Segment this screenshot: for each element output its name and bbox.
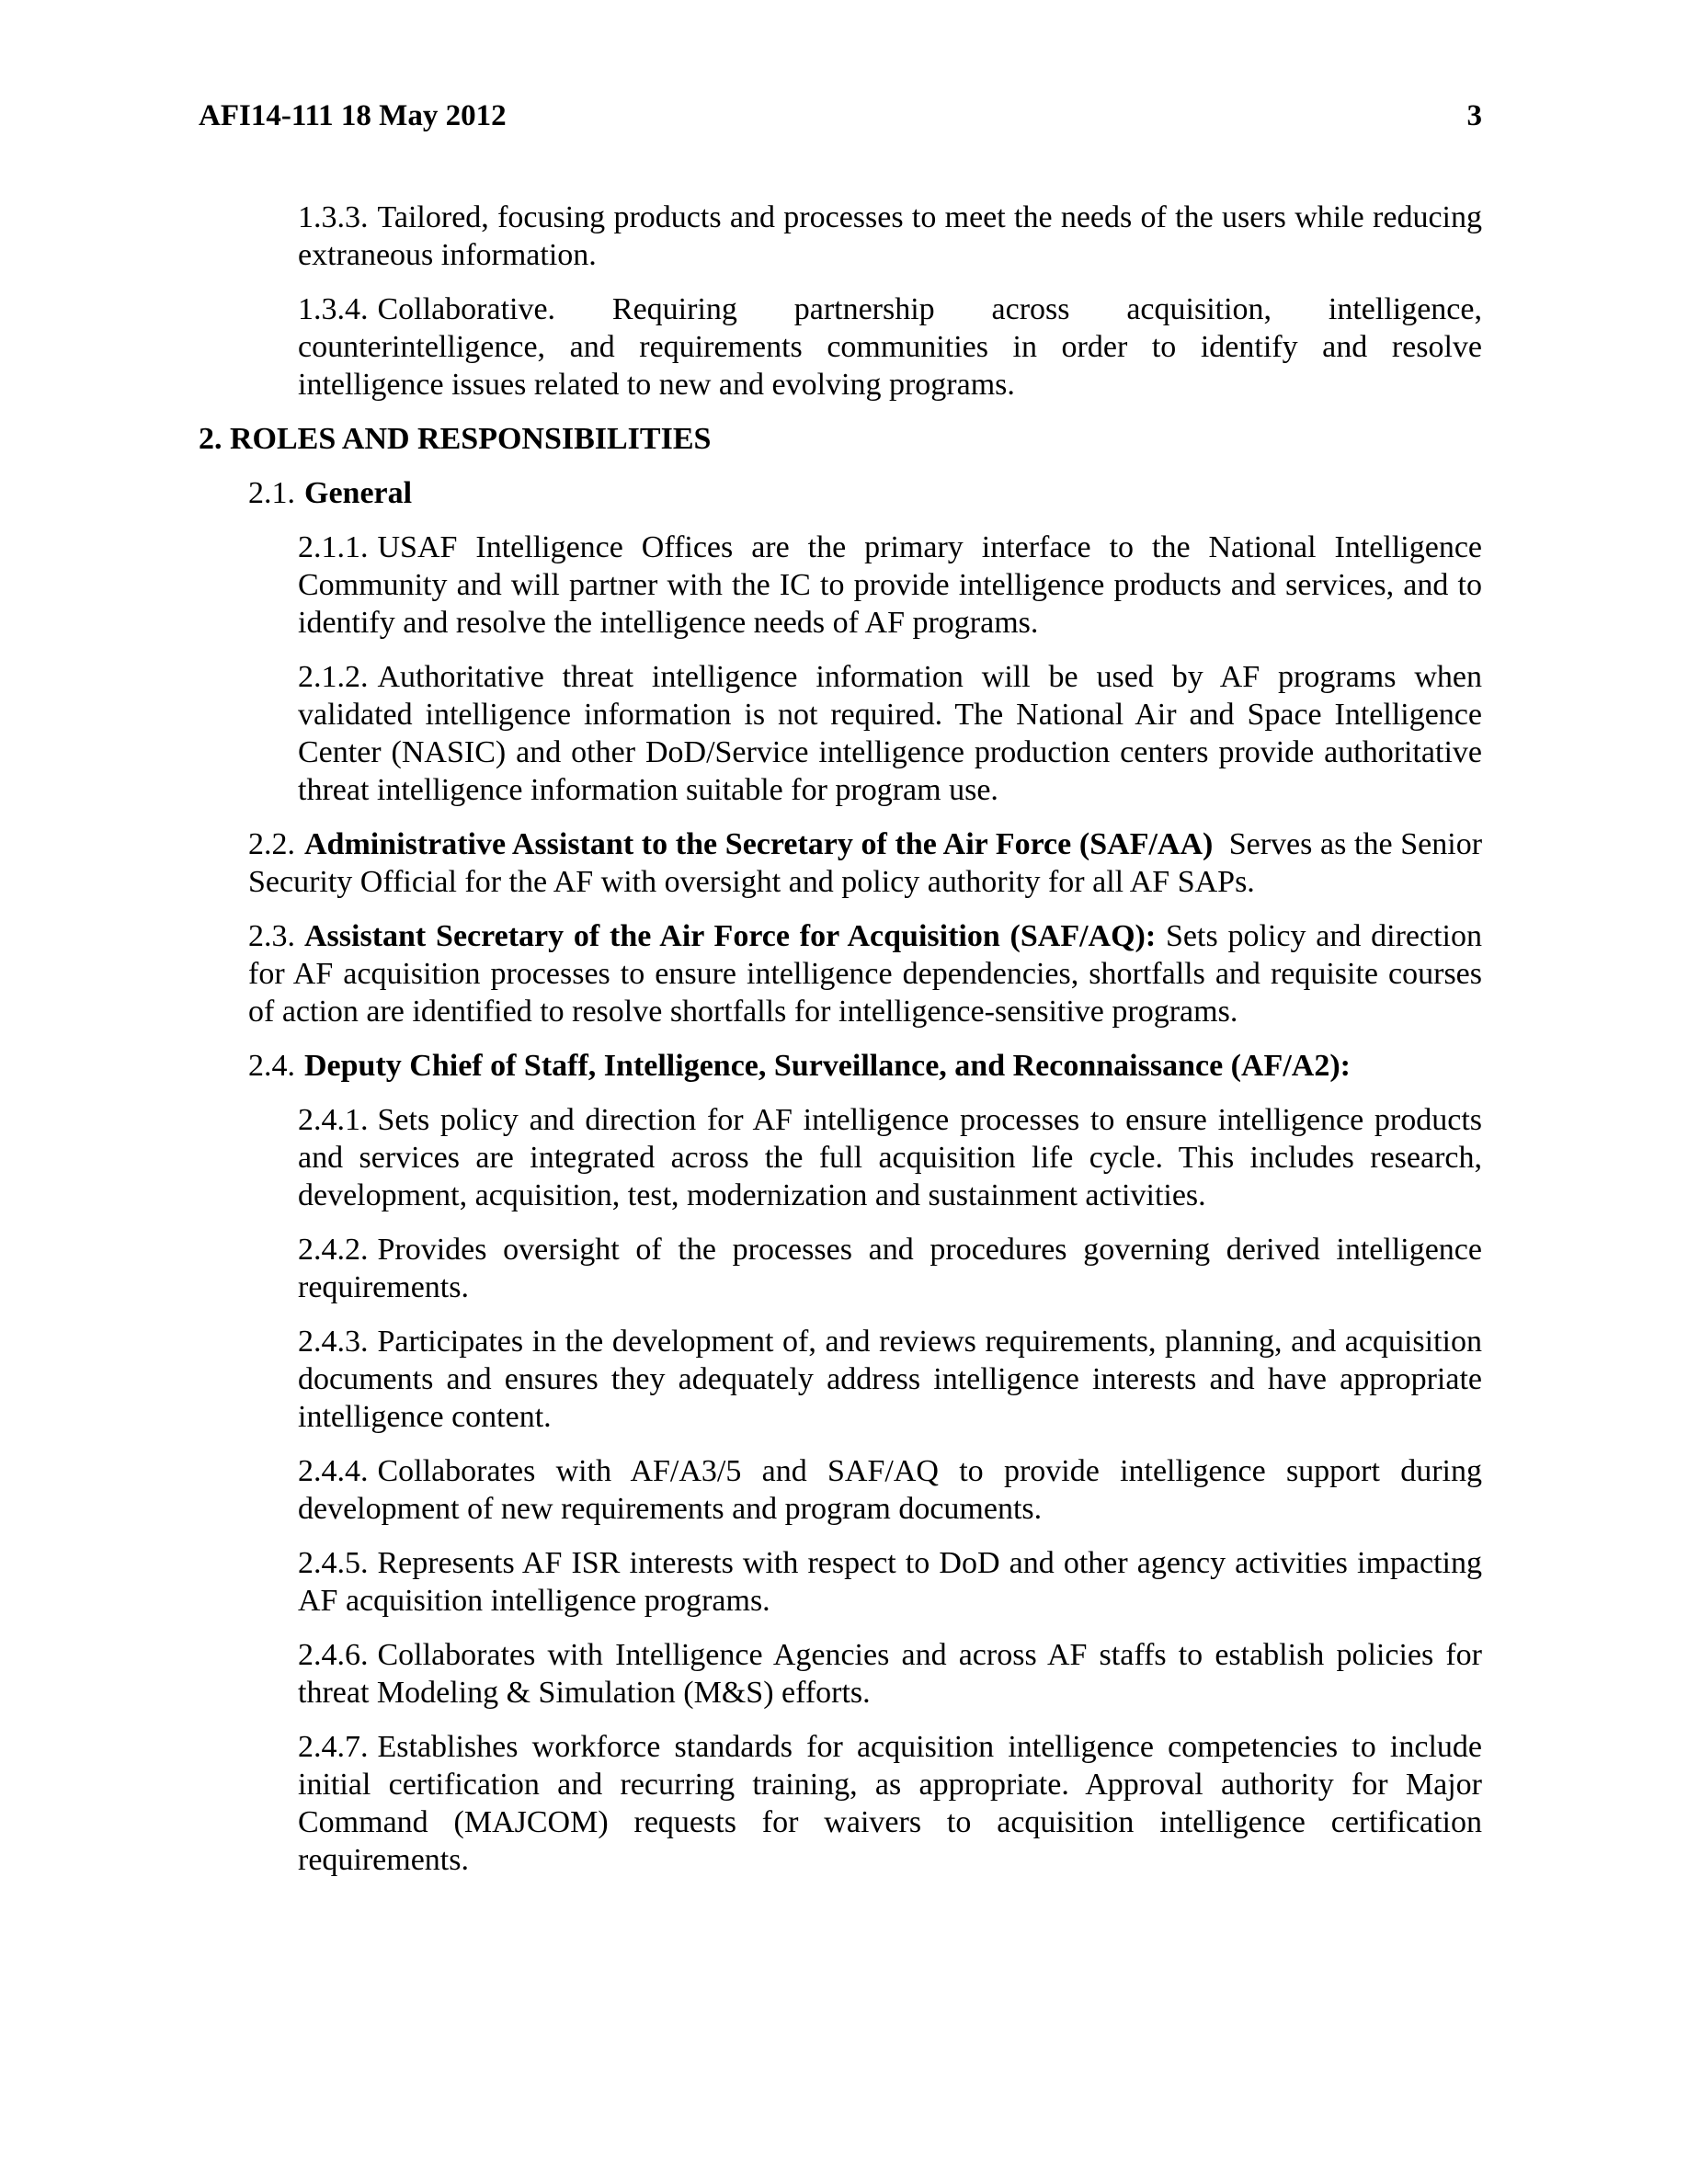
section-heading-roles: 2. ROLES AND RESPONSIBILITIES [199, 422, 712, 456]
paragraph-number: 2.1.1. [298, 530, 369, 564]
paragraph-2-4-2 [298, 1231, 1482, 1306]
paragraph-title: Administrative Assistant to the Secretary of the Air Force (SAF/AA) [304, 827, 1214, 861]
paragraph-text: Authoritative threat intelligence information will be used by AF programs when validated intelligence information is not required. The National Air and Space Intelligence Center (NASIC) and other DoD/Service intelligence production centers provide authoritative threat intelligence information suitable for program use. [298, 660, 1482, 807]
paragraph-2-1-1 [298, 529, 1482, 642]
page-number: 3 [1466, 99, 1482, 132]
paragraph-number: 2.4.7. [298, 1730, 369, 1764]
paragraph-number: 2.4.2. [298, 1233, 369, 1267]
document-body [0, 199, 1688, 1895]
paragraph-title: General [304, 476, 413, 510]
paragraph-2-4-7 [298, 1728, 1482, 1879]
paragraph-number: 1.3.4. [298, 292, 369, 326]
paragraph-number: 2.4.3. [298, 1325, 369, 1359]
document-id: AFI14-111 18 May 2012 [199, 99, 507, 132]
paragraph-title: Assistant Secretary of the Air Force for Acquisition (SAF/AQ): [304, 919, 1157, 953]
paragraph-text: Serves as the Senior Security Official for the AF with oversight and policy authority for all AF SAPs. [248, 827, 1483, 899]
paragraph-number: 2.4.1. [298, 1103, 369, 1137]
paragraph-text: Sets policy and direction for AF acquisition processes to ensure intelligence dependencies, shortfalls and requisite courses of action are identified to resolve shortfalls for intelligence-sensitive programs. [248, 919, 1482, 1029]
paragraph-2-3 [248, 917, 1482, 1030]
paragraph-number: 2.4.5. [298, 1546, 369, 1580]
paragraph-number: 2.3. [248, 919, 295, 953]
paragraph-2-1-2 [298, 658, 1482, 809]
paragraph-text: Establishes workforce standards for acquisition intelligence competencies to include initial certification and recurring training, as appropriate. Approval authority for Major Command (MAJCOM) requests for waivers to acquisition intelligence certification requirements. [298, 1730, 1482, 1877]
paragraph-1-3-3 [298, 199, 1482, 274]
paragraph-1-3-4 [298, 290, 1482, 404]
paragraph-title: Deputy Chief of Staff, Intelligence, Surveillance, and Reconnaissance (AF/A2): [304, 1049, 1351, 1083]
paragraph-text: Collaborates with Intelligence Agencies and across AF staffs to establish policies for threat Modeling & Simulation (M&S) efforts. [298, 1638, 1482, 1710]
paragraph-text: Tailored, focusing products and processes to meet the needs of the users while reducing extraneous information. [298, 200, 1482, 272]
paragraph-text: Sets policy and direction for AF intelligence processes to ensure intelligence products and services are integrated across the full acquisition life cycle. This includes research, development, acquisition, test, modernization and sustainment activities. [298, 1103, 1482, 1212]
paragraph-text: Collaborative. Requiring partnership across acquisition, intelligence, counterintelligence, and requirements communities in order to identify and resolve intelligence issues related to new and evolving programs. [298, 292, 1482, 402]
paragraph-text: Participates in the development of, and reviews requirements, planning, and acquisition documents and ensures they adequately address intelligence interests and have appropriate intelligence content. [298, 1325, 1482, 1434]
paragraph-text: Collaborates with AF/A3/5 and SAF/AQ to provide intelligence support during development of new requirements and program documents. [298, 1454, 1482, 1526]
paragraph-2-2 [248, 825, 1482, 901]
paragraph-2-4 [248, 1047, 1482, 1085]
paragraph-number: 2.4. [248, 1049, 295, 1083]
paragraph-text: Provides oversight of the processes and procedures governing derived intelligence requirements. [298, 1233, 1482, 1304]
paragraph-2-4-4 [298, 1452, 1482, 1528]
paragraph-number: 2.1.2. [298, 660, 369, 694]
paragraph-number: 2.4.6. [298, 1638, 369, 1672]
paragraph-text: USAF Intelligence Offices are the primary interface to the National Intelligence Community and will partner with the IC to provide intelligence products and services, and to identify and resolve the intelligence needs of AF programs. [298, 530, 1482, 640]
paragraph-number: 2.2. [248, 827, 295, 861]
paragraph-text: Represents AF ISR interests with respect to DoD and other agency activities impacting AF acquisition intelligence programs. [298, 1546, 1482, 1618]
paragraph-2-4-5 [298, 1544, 1482, 1620]
paragraph-number: 1.3.3. [298, 200, 369, 234]
paragraph-number: 2.1. [248, 476, 295, 510]
paragraph-2-1 [248, 474, 1482, 512]
paragraph-2-4-3 [298, 1323, 1482, 1436]
paragraph-number: 2.4.4. [298, 1454, 369, 1488]
paragraph-2-4-1 [298, 1101, 1482, 1214]
paragraph-2-4-6 [298, 1636, 1482, 1712]
page-header [199, 96, 1482, 136]
